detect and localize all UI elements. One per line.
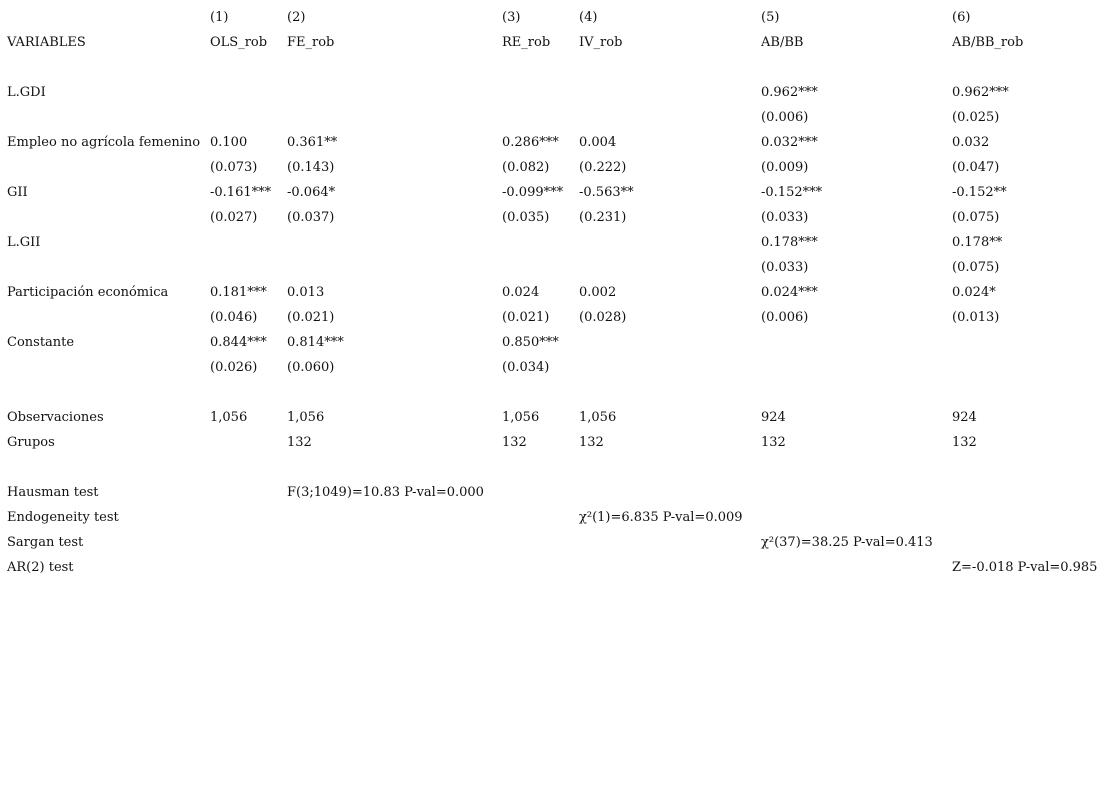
stat-cell: 1,056	[579, 410, 617, 425]
row-label: Sargan test	[7, 535, 84, 550]
model-header: FE_rob	[287, 35, 335, 50]
coefficient-cell: 0.032***	[761, 135, 818, 150]
coefficient-row	[0, 130, 1119, 155]
coefficient-row	[0, 330, 1119, 355]
coefficient-cell: 0.178***	[761, 235, 818, 250]
coefficient-cell: 0.178**	[952, 235, 1003, 250]
stat-row	[0, 405, 1119, 430]
coefficient-cell: -0.152***	[761, 185, 823, 200]
model-header: AB/BB	[761, 35, 804, 50]
stat-cell: 924	[761, 410, 786, 425]
column-number: (4)	[579, 10, 598, 25]
test-result-cell: χ²(37)=38.25 P-val=0.413	[761, 535, 933, 550]
row-label: Observaciones	[7, 410, 104, 425]
stat-cell: 132	[287, 435, 312, 450]
std-error-row	[0, 355, 1119, 380]
column-number: (2)	[287, 10, 306, 25]
std-error-cell: (0.082)	[502, 160, 550, 175]
test-result-cell: χ²(1)=6.835 P-val=0.009	[579, 510, 743, 525]
table-body	[0, 55, 1119, 580]
coefficient-cell: -0.563**	[579, 185, 634, 200]
stat-row	[0, 430, 1119, 455]
std-error-row	[0, 105, 1119, 130]
std-error-cell: (0.025)	[952, 110, 1000, 125]
column-number: (3)	[502, 10, 521, 25]
std-error-cell: (0.027)	[210, 210, 258, 225]
test-row	[0, 530, 1119, 555]
std-error-cell: (0.026)	[210, 360, 258, 375]
coefficient-cell: 0.181***	[210, 285, 267, 300]
row-label: Empleo no agrícola femenino	[7, 135, 201, 150]
std-error-row	[0, 155, 1119, 180]
row-label: Endogeneity test	[7, 510, 119, 525]
coefficient-cell: 0.032	[952, 135, 990, 150]
std-error-cell: (0.034)	[502, 360, 550, 375]
coefficient-row	[0, 280, 1119, 305]
std-error-cell: (0.222)	[579, 160, 627, 175]
std-error-cell: (0.021)	[502, 310, 550, 325]
coefficient-cell: 0.004	[579, 135, 617, 150]
variables-header: VARIABLES	[7, 35, 86, 50]
regression-table	[0, 5, 1119, 580]
column-number: (6)	[952, 10, 971, 25]
row-label: Participación económica	[7, 285, 169, 300]
row-label: AR(2) test	[7, 560, 74, 575]
coefficient-cell: 0.361**	[287, 135, 338, 150]
stat-cell: 924	[952, 410, 977, 425]
std-error-row	[0, 305, 1119, 330]
std-error-cell: (0.075)	[952, 210, 1000, 225]
std-error-cell: (0.046)	[210, 310, 258, 325]
stat-cell: 132	[579, 435, 604, 450]
std-error-cell: (0.073)	[210, 160, 258, 175]
test-row	[0, 505, 1119, 530]
row-label: Hausman test	[7, 485, 99, 500]
coefficient-cell: 0.024	[502, 285, 540, 300]
coefficient-cell: 0.962***	[952, 85, 1009, 100]
std-error-cell: (0.075)	[952, 260, 1000, 275]
column-number: (5)	[761, 10, 780, 25]
std-error-cell: (0.009)	[761, 160, 809, 175]
stat-cell: 132	[952, 435, 977, 450]
std-error-cell: (0.143)	[287, 160, 335, 175]
stat-cell: 1,056	[502, 410, 540, 425]
blank-row	[0, 455, 1119, 480]
test-row	[0, 480, 1119, 505]
coefficient-cell: -0.152**	[952, 185, 1007, 200]
std-error-cell: (0.231)	[579, 210, 627, 225]
coefficient-cell: 0.002	[579, 285, 617, 300]
std-error-cell: (0.035)	[502, 210, 550, 225]
column-number-row	[0, 5, 1119, 30]
stat-cell: 132	[761, 435, 786, 450]
stat-cell: 132	[502, 435, 527, 450]
coefficient-cell: 0.100	[210, 135, 248, 150]
std-error-cell: (0.033)	[761, 260, 809, 275]
coefficient-cell: -0.161***	[210, 185, 272, 200]
model-header: IV_rob	[579, 35, 623, 50]
std-error-cell: (0.013)	[952, 310, 1000, 325]
coefficient-cell: 0.024*	[952, 285, 996, 300]
row-label: L.GII	[7, 235, 41, 250]
blank-row	[0, 55, 1119, 80]
std-error-cell: (0.006)	[761, 110, 809, 125]
test-result-cell: Z=-0.018 P-val=0.985	[952, 560, 1098, 575]
std-error-row	[0, 255, 1119, 280]
coefficient-cell: 0.024***	[761, 285, 818, 300]
coefficient-cell: 0.013	[287, 285, 325, 300]
stat-cell: 1,056	[287, 410, 325, 425]
column-number: (1)	[210, 10, 229, 25]
coefficient-cell: 0.286***	[502, 135, 559, 150]
row-label: Constante	[7, 335, 75, 350]
stat-cell: 1,056	[210, 410, 248, 425]
header-row	[0, 30, 1119, 55]
std-error-cell: (0.060)	[287, 360, 335, 375]
coefficient-row	[0, 230, 1119, 255]
row-label: L.GDI	[7, 85, 46, 100]
coefficient-row	[0, 80, 1119, 105]
std-error-cell: (0.033)	[761, 210, 809, 225]
coefficient-cell: -0.099***	[502, 185, 564, 200]
model-header: RE_rob	[502, 35, 551, 50]
row-label: GII	[7, 185, 28, 200]
test-result-cell: F(3;1049)=10.83 P-val=0.000	[287, 485, 484, 500]
coefficient-cell: 0.814***	[287, 335, 344, 350]
std-error-cell: (0.037)	[287, 210, 335, 225]
coefficient-cell: 0.844***	[210, 335, 267, 350]
std-error-cell: (0.028)	[579, 310, 627, 325]
row-label: Grupos	[7, 435, 55, 450]
std-error-cell: (0.021)	[287, 310, 335, 325]
coefficient-row	[0, 180, 1119, 205]
blank-row	[0, 380, 1119, 405]
std-error-cell: (0.047)	[952, 160, 1000, 175]
coefficient-cell: -0.064*	[287, 185, 336, 200]
std-error-cell: (0.006)	[761, 310, 809, 325]
coefficient-cell: 0.962***	[761, 85, 818, 100]
coefficient-cell: 0.850***	[502, 335, 559, 350]
model-header: OLS_rob	[210, 35, 268, 50]
model-header: AB/BB_rob	[952, 35, 1024, 50]
test-row	[0, 555, 1119, 580]
std-error-row	[0, 205, 1119, 230]
